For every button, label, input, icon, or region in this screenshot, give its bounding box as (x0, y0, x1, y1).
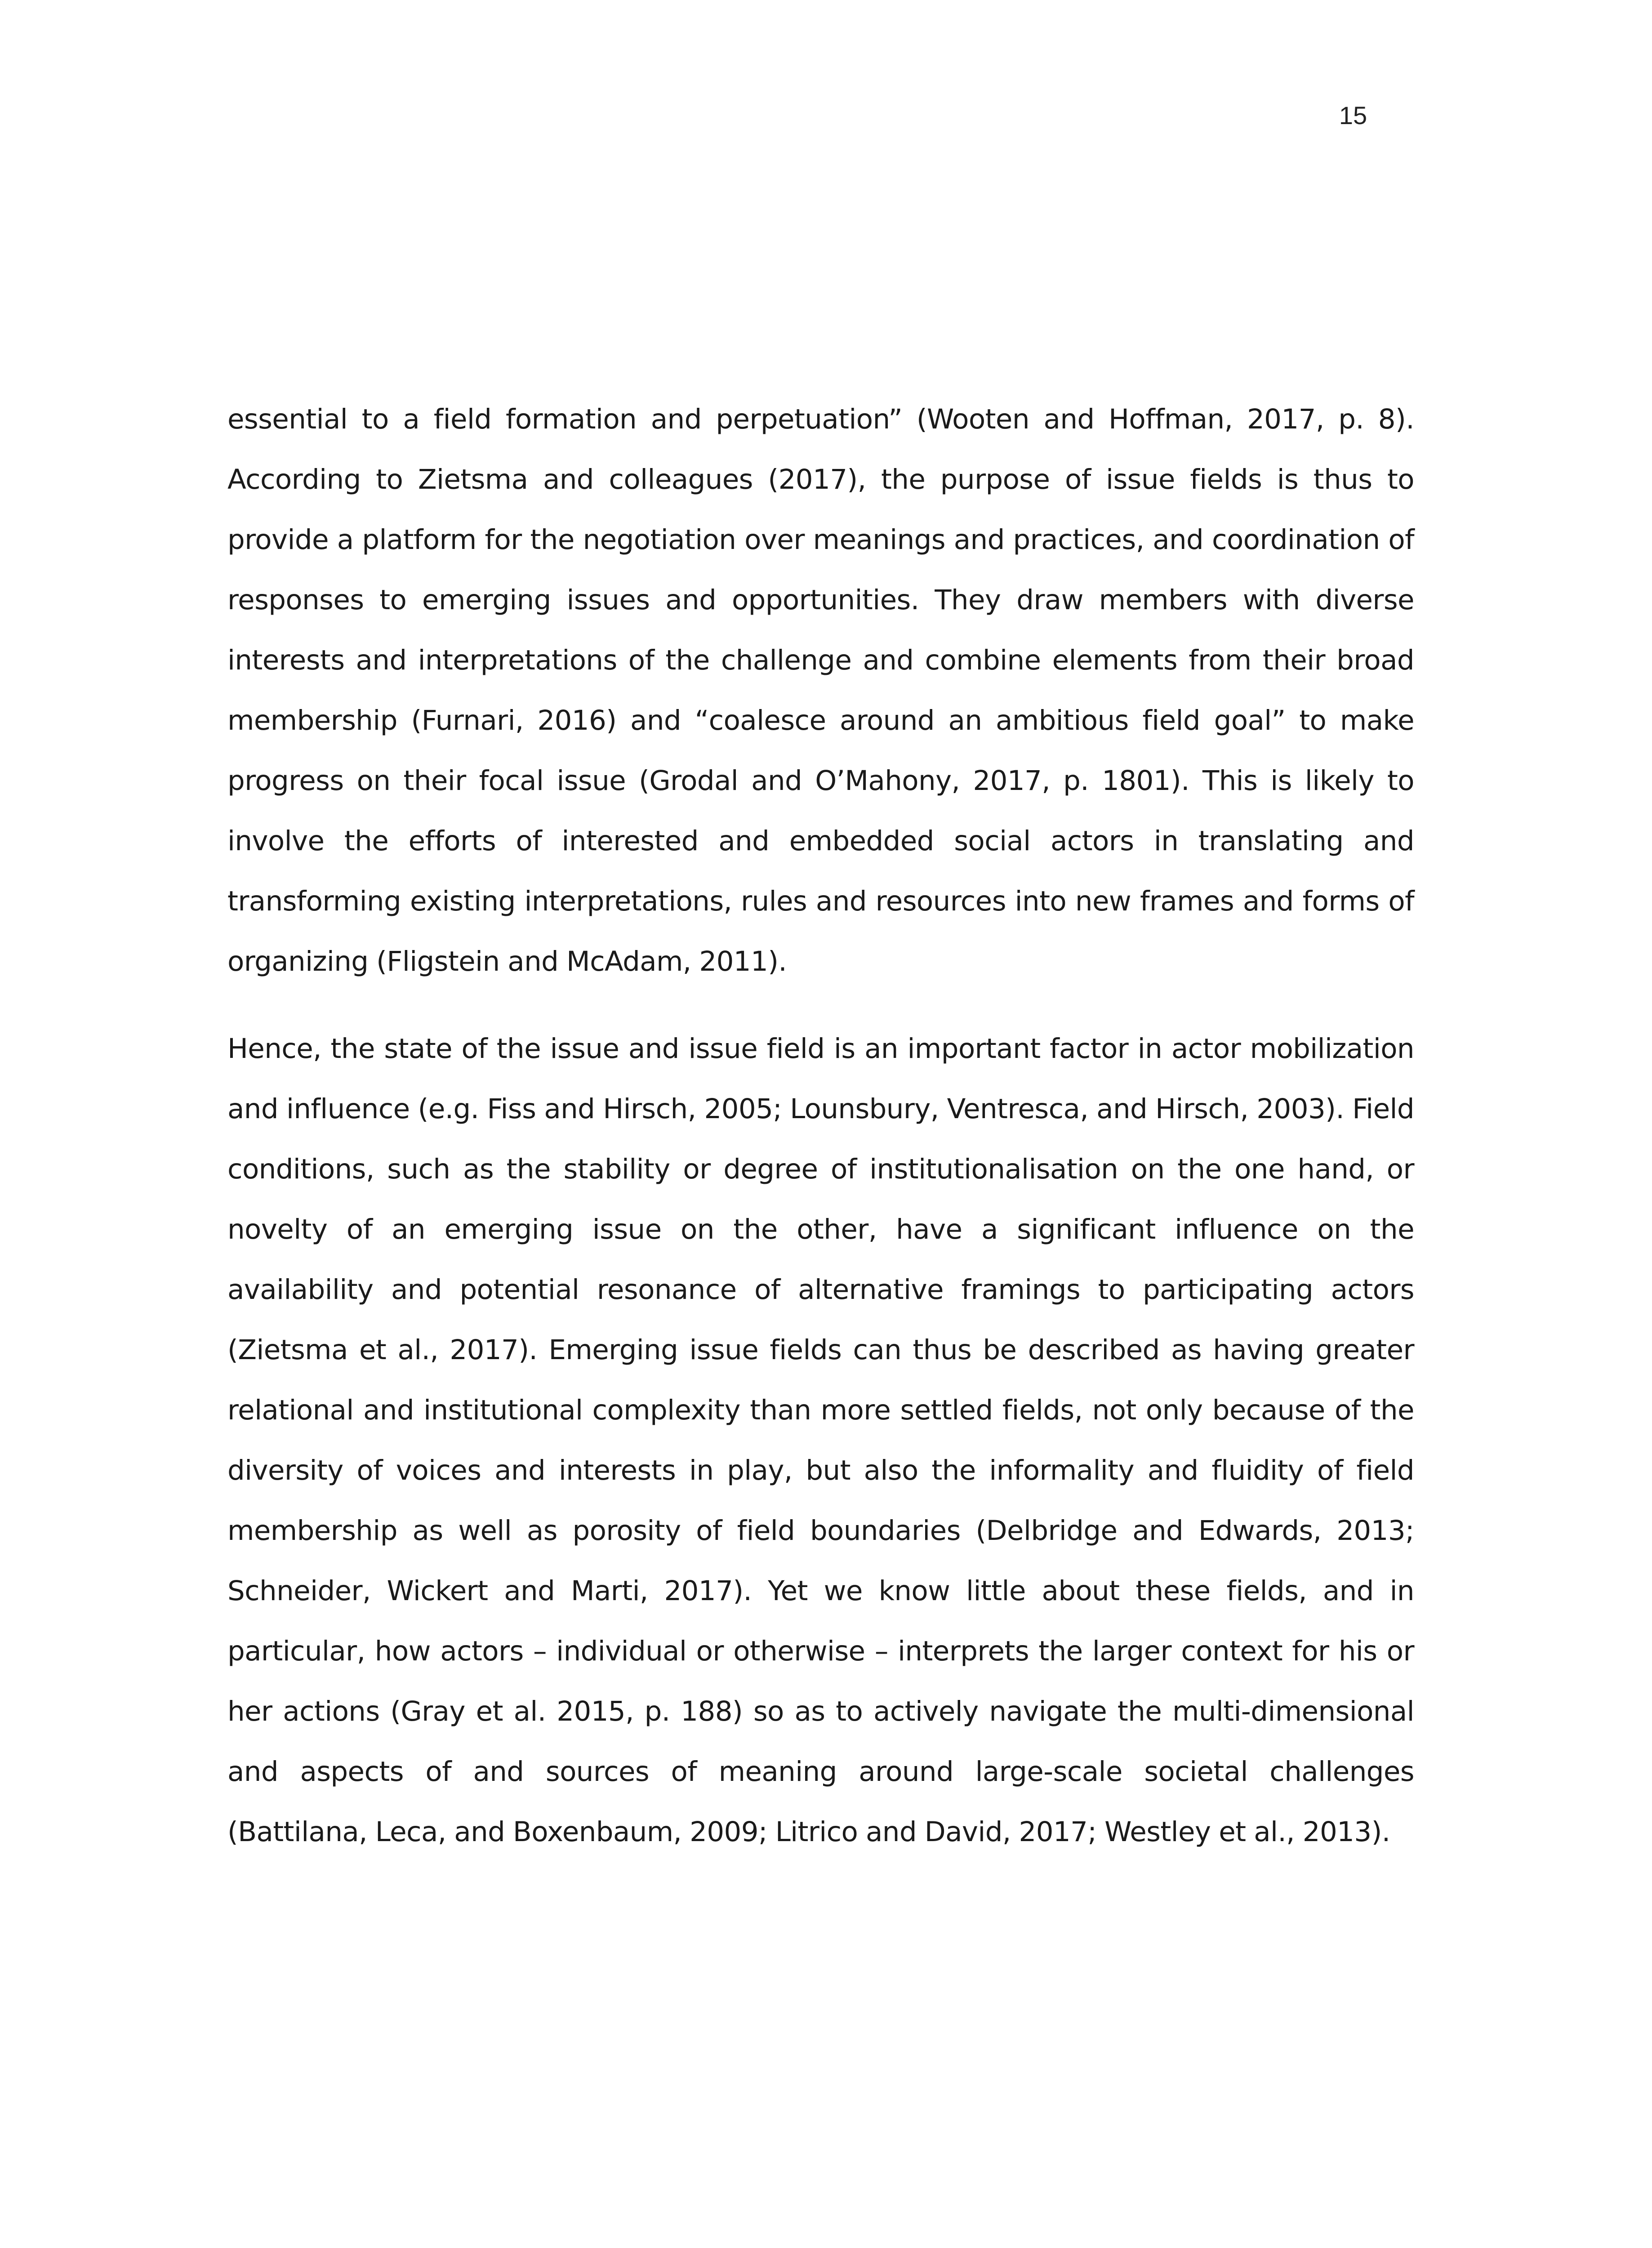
page-number: 15 (1339, 101, 1367, 129)
body-paragraph-1: essential to a field formation and perpetuation” (Wooten and Hoffman, 2017, p. 8). According to Zietsma and colleagues (2017), the purpose of issue fields is thus to provide a platform for the negotiation over meanings and practices, and coordination of responses to emerging issues and opportunities. They draw members with diverse interests and interpretations of the challenge and combine elements from their broad membership (Furnari, 2016) and “coalesce around an ambitious field goal” to make progress on their focal issue (Grodal and O’Mahony, 2017, p. 1801). This is likely to involve the efforts of interested and embedded social actors in translating and transforming existing interpretations, rules and resources into new frames and forms of organizing (Fligstein and McAdam, 2011). (227, 403, 1414, 977)
body-paragraph-2: Hence, the state of the issue and issue field is an important factor in actor mobilization and influence (e.g. Fiss and Hirsch, 2005; Lounsbury, Ventresca, and Hirsch, 2003). Field conditions, such as the stability or degree of institutionalisation on the one hand, or novelty of an emerging issue on the other, have a significant influence on the availability and potential resonance of alternative framings to participating actors (Zietsma et al., 2017). Emerging issue fields can thus be described as having greater relational and institutional complexity than more settled fields, not only because of the diversity of voices and interests in play, but also the informality and fluidity of field membership as well as porosity of field boundaries (Delbridge and Edwards, 2013; Schneider, Wickert and Marti, 2017). Yet we know little about these fields, and in particular, how actors – individual or otherwise – interprets the larger context for his or her actions (Gray et al. 2015, p. 188) so as to actively navigate the multi-dimensional and aspects of and sources of meaning around large-scale societal challenges (Battilana, Leca, and Boxenbaum, 2009; Litrico and David, 2017; Westley et al., 2013). (227, 1033, 1414, 1848)
